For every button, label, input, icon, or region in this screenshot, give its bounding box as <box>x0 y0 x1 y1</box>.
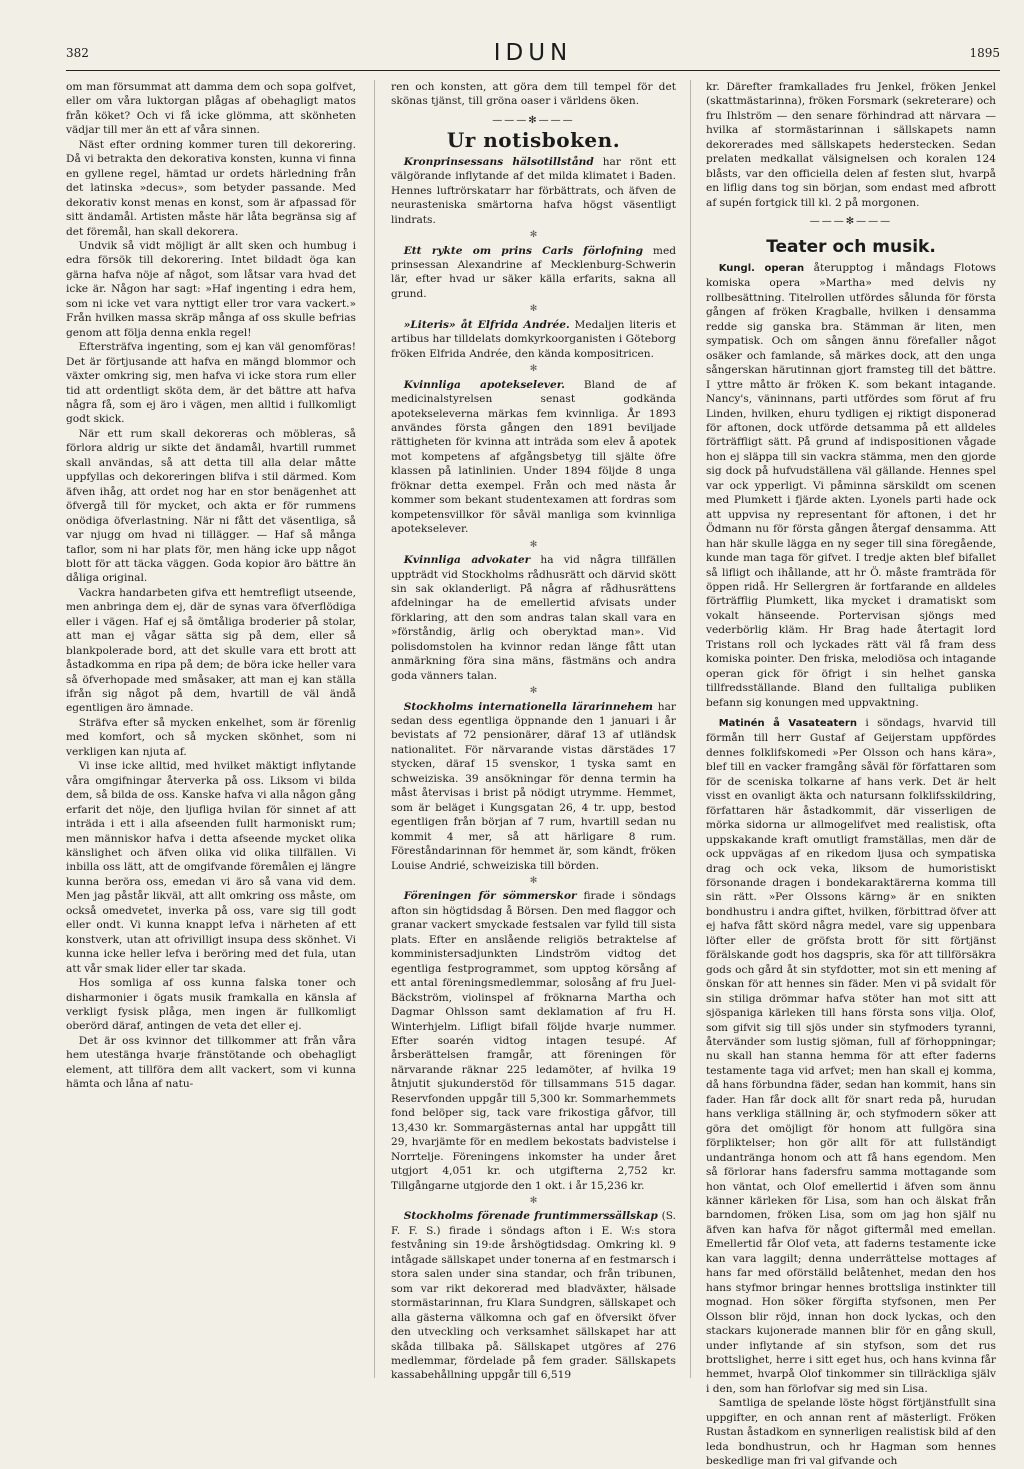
notice-text: Medaljen literis et artibus har tilldelats domkyrkoorganisten i Göteborg fröken Elfrida Andrée, den kända kompositricen. <box>391 318 676 360</box>
notice-text: firade i söndags afton sin högtidsdag å Börsen. Den med flaggor och granar vackert smyckade festsalen var fylld till sista plats. Efter en anslående religiös betraktelse af komministersadjunkten Lindström vidtog det egentliga festprogrammet, som upptog körsång af ett antal föreningsmedlemmar, solosång af fru Juel-Bäckström, violinspel af fröknarna Martha och Dagmar Ohlsson samt deklamation af fru H. Winterhjelm. Lifligt bifall följde hvarje nummer. Efter soarén vidtog intagen tesupé. Af årsberättelsen framgår, att föreningen för närvarande räknar 225 ledamöter, af hvilka 19 åtnjutit sjukunderstöd för tillsammans 515 dagar. Reservfonden uppgår till 5,300 kr. Sommarhemmets fond belöper sig, tack vare frikostiga gåfvor, till 13,430 kr. Sommargästernas antal har uppgått till 29, hvarjämte för en medlem bekostats badvistelse i Norrtelje. Föreningens inkomster ha under året utgjort 4,051 kr. och utgifterna 2,752 kr. Tillgångarne utgjorde den 1 okt. i år 15,236 kr. <box>391 890 676 1192</box>
notices-list <box>391 155 676 1383</box>
review-item <box>706 261 996 710</box>
notice-text: med prinsessan Alexandrine af Mecklenburg-Schwerin lär, efter hvad ur säker källa erfarits, sakna all grund. <box>391 244 676 300</box>
review-text: återupptog i måndags Flotows komiska opera »Martha» med delvis ny rollbesättning. Titelrollen utfördes sålunda för första gången af fröken Kragballe, hvilken i densamma redde sig ganska bra. Stämman är liten, men sympatisk. Och om sången ännu förefaller något osäker och famlande, så märkes dock, att den unga sångerskan härutinnan gjort framsteg till det bättre. I yttre måtto är fröken K. som bekant intagande. Nancy's, väninnans, parti utfördes som förut af fru Linden, hvilken, ehuru tydligen ej riktigt disponerad för aftonen, dock utförde detsamma på ett alldeles förträffligt sätt. På grund af indispositionen vågade hon ej släppa till sin vackra stämma, men den gjorde sig dock på hufvudställena väl gällande. Hennes spel var ock ypperligt. Vi påminna särskildt om scenen med Plumkett i fjärde akten. Lyonels parti hade ock att uppvisa ny representant för aftonen, i det hr Ödmann nu för första gången återgaf densamma. Att han här skulle lägga en ny seger till sina föregående, kunde man taga för gifvet. I tredje akten blef bifallet så lifligt och ihållande, att hr Ö. måste framträda för öppen ridå. Hr Sellergren är fortfarande en alldeles förträfflig Plumkett, lika mycket i dramatiskt som vokalt hänseende. Portervisan sjöngs med vederbörlig kläm. Hr Brag hade återtagit lord Tristans roll och lyckades rätt väl få fram dess komiska pointer. Den friska, melodiösa och intagande operan gick för öfrigt i sin helhet ganska tillfredsställande. Bland den fulltaliga publiken befann sig konungen med uppvaktning. <box>706 261 996 709</box>
notice-headline: »Literis» åt Elfrida Andrée. <box>403 318 570 331</box>
column-1 <box>66 80 356 1380</box>
notice-text: Bland de af medicinalstyrelsen senast godkända apotekseleverna märkas fem kvinnliga. År 1893 användes första gången den 1891 beviljade rättigheten för kvinna att inträda som elev å apotek mot kompetens af afgångsbetyg till själte öfre klassen på latinlinien. Under 1894 följde 8 unga fröknar detta exempel. Från och med nästa år kommer som bekant studentexamen att fordras som kompetensvillkor för såväl manliga som kvinnliga apotekselever. <box>391 378 676 536</box>
review-text: Samtliga de spelande löste högst förtjänstfullt sina uppgifter, en och annan rent af mästerligt. Fröken Rustan åstadkom en synnerligen realistisk bild af den leda bondhustrun, och hr Hagman som hennes beskedlige man fri val gifvande och <box>706 1397 996 1468</box>
notice-item <box>391 244 676 302</box>
paragraph: Eftersträfva ingenting, som ej kan väl genomföras! Det är förtjusande att hafva en mängd blommor och växter omkring sig, men hafva vi icke stora rum eller tid att ordentligt sköta dem, är det bättre att hafva några få, som ej äro i vägen, men alltid i fullkomligt godt skick. <box>66 341 356 426</box>
theatre-items <box>706 261 996 1469</box>
column-divider <box>374 80 375 1378</box>
page-header <box>66 40 1000 68</box>
section-title-notisboken: Ur notisboken. <box>446 128 621 153</box>
page-year: 1895 <box>969 46 1000 60</box>
column-2 <box>391 80 676 1380</box>
review-headline: Matinén å Vasateatern <box>718 718 857 730</box>
paragraph: Hos somliga af oss kunna falska toner och disharmonier i ögats musik framkalla en känsla af verkligt fysisk plåga, men ingen är fullkomligt oberörd däraf, antingen de veta det eller ej. <box>66 977 356 1033</box>
notice-item <box>391 318 676 361</box>
notice-headline: Kronprinsessans hälsotillstånd <box>403 155 594 168</box>
notice-item <box>391 700 676 873</box>
column-3 <box>706 80 996 1468</box>
column-3-intro: kr. Därefter framkallades fru Jenkel, fröken Jenkel (skattmästarinna), fröken Forsmark (sekreterare) och fru Ihlström — den senare förhindrad att närvara — hvilka af stormästarinnan i sällskapets namn dekorerades med sällskapets hederstecken. Sedan prelaten medkallat välsignelsen och koralen 124 blåsts, var den officiella delen af festen slut, hvarpå en liflig dans tog sin början, som endast med afbrott af supén fortgick till kl. 2 på morgonen. <box>706 81 996 209</box>
section-title-teater: Teater och musik. <box>766 236 936 257</box>
notice-text: (S. F. F. S.) firade i söndags afton i E. W:s stora festvåning sin 19:de årshögtidsdag. Omkring kl. 9 intågade sällskapet under tonerna af en festmarsch i stora salen under sina standar, och från tribunen, som var rikt dekorerad med bladväxter, hälsade stormästarinnan, fru Klara Sundgren, sällskapet och alla gästerna välkomna och gaf en öfversikt öfver den utveckling och verksamhet sällskapet har att skåda tillbaka på. Sällskapet utgöres af 276 medlemmar, fördelade på fem grader. Sällskapets kassabehållning uppgår till 6,519 <box>391 1210 676 1382</box>
notice-headline: Ett rykte om prins Carls förlofning <box>403 244 643 257</box>
separator-star: ———✻——— <box>492 114 575 126</box>
column-2-intro: ren och konsten, att göra dem till tempel för det skönas tjänst, till gröna oaser i världens öken. <box>391 81 676 108</box>
star-separator: ✻ <box>529 1195 538 1206</box>
header-rule <box>66 70 1000 71</box>
star-separator: ✻ <box>529 230 538 241</box>
paragraph: Näst efter ordning kommer turen till dekorering. Då vi betrakta den dekorativa konsten, kunna vi finna en gyllene regel, hämtad ur ordets härledning från det latinska »decus», som betyder passande. Med dekorativ konst menas en konst, som är afpassad för sitt ändamål. Artisten måste här låta begränsa sig af det föremål, han skall dekorera. <box>66 138 356 238</box>
star-separator: ✻ <box>529 686 538 697</box>
paragraph: Undvik så vidt möjligt är allt sken och humbug i edra försök till dekorering. Intet bildadt öga kan gärna hafva nöje af något, som låtsar vara hvad det icke är. Någon har sagt: »Haf ingenting i edra hem, som ni icke vet vara nyttigt eller tror vara vackert.» Från hvilken massa skräp många af oss skulle befrias genom att följa denna enkla regel! <box>66 239 356 339</box>
masthead-title: IDUN <box>493 40 573 66</box>
notice-headline: Stockholms internationella lärarinnehem <box>403 700 653 713</box>
notice-item <box>391 155 676 227</box>
paragraph: Sträfva efter så mycken enkelhet, som är förenlig med komfort, och så mycken skönhet, som ni verkligen kan njuta af. <box>66 716 356 758</box>
notice-item <box>391 553 676 683</box>
review-headline: Kungl. operan <box>718 262 805 274</box>
paragraph: Vi inse icke alltid, med hvilket mäktigt inflytande våra omgifningar återverka på oss. Liksom vi bilda dem, så bilda de oss. Kanske hafva vi alla någon gång erfarit det nöje, den ljufliga hvilan för sinnet af att inträda i ett i alla afseenden fullt harmoniskt rum; men människor hafva i detta afseende mycket olika känslighet och äfven olika vid olika tillfällen. Vi inbilla oss lätt, att de omgifvande föremålen ej längre kunna beröra oss, emedan vi äro så vana vid dem. Men jag påstår likväl, att allt omkring oss måste, om också omedvetet, inverka på oss, vare sig till godt eller ondt. Vi kunna knappt lefva i närheten af ett konstverk, utan att ofrivilligt insupa dess skönhet. Vi kunna icke heller lefva i beröring med det fula, utan att vår smak lider eller tar skada. <box>66 760 356 975</box>
paragraph: Vackra handarbeten gifva ett hemtrefligt utseende, men anbringa dem ej, där de synas vara öfverflödiga eller i vägen. Haf ej så ömtåliga broderier på stolar, att man ej vågar sätta sig på dem, eller så blankpolerade bord, att det skulle vara ett brott att åstadkomma en ripa på dem; de böra icke heller vara så öfverhopade med småsaker, att man ej kan ställa ifrån sig något på dem, hvartill de väl ändå egentligen äro ämnade. <box>66 586 356 715</box>
notice-item <box>391 889 676 1193</box>
page-number: 382 <box>66 46 89 60</box>
notice-text: har sedan dess egentliga öppnande den 1 januari i år bevistats af 72 pensionärer, däraf 13 af utländsk nationalitet. För närvarande vistas därstädes 17 stycken, däraf 15 svenskor, 1 tyska samt en schweiziska. 39 ansökningar för denna termin ha måst återvisas i brist på nödigt utrymme. Hemmet, som är beläget i Kungsgatan 26, 4 tr. upp, bestod egentligen från början af 7 rum, hvartill sedan nu kommit 4 mer, så att härligare 8 rum. Föreståndarinnan för hemmet är, som kändt, fröken Louise Andrié, schweiziska till börden. <box>391 700 676 872</box>
paragraph: När ett rum skall dekoreras och möbleras, så förlora aldrig ur sikte det ändamål, hvartill rummet skall användas, så att detta till alla delar måtte uppfyllas och dekoreringen blifva i stil därmed. Kom äfven ihåg, att ordet nog har en stor benägenhet att öfvergå till för mycket, och akta er för rummens onödiga öfverlastning. När ni fått det väsentliga, så var njugg om hvad ni tillägger. — Haf så många taflor, som ni har plats för, men häng icke upp något blott för att täcka väggen. Goda kopior äro bättre än dåliga original. <box>66 427 356 585</box>
star-separator: ✻ <box>529 304 538 315</box>
notice-headline: Kvinnliga advokater <box>403 554 531 567</box>
notice-headline: Kvinnliga apotekselever. <box>403 378 565 391</box>
review-item <box>706 1396 996 1468</box>
star-separator: ✻ <box>529 539 538 550</box>
star-separator: ✻ <box>529 876 538 887</box>
separator-star: ———✻——— <box>809 216 893 228</box>
review-item <box>706 716 996 1396</box>
notice-headline: Stockholms förenade fruntimmerssällskap <box>403 1210 658 1223</box>
review-text: i söndags, hvarvid till förmån till herr Gustaf af Geijerstam uppfördes dennes folklifskomedi »Per Olsson och hans kära», blef till en vacker framgång såväl för författaren som för de sceniska tolkarne af hans verk. Det är helt visst en ovanligt äkta och natursann folklifsskildring, författaren här åstadkommit, där visserligen de mörka sidorna ur allmogelifvet med realistisk, ofta uppskakande kraft omutligt framställas, men där de ock uppvägas af en rikedom ljusa och sympatiska drag och ock veka, liksom de humoristiskt försonande dragen i bondekaraktärerna komma till sin rätt. »Per Olssons kärng» är en snikten bondhustru i andra giftet, hvilken, förbittrad öfver att ej hafva fått skörd några medel, vare sig uppenbara löfter eller de gröfsta brott för sitt förtjänst förälskande godt hos dagspris, ska för att tillförsäkra gods och gård åt sin styfdotter, mot sin ett mening af önskan för att hennes sin fäder. Men vi på svidalt för sin stiliga drömmar hafva stöter han mot sitt att sjöspaniga kärleken till hans första sons vilja. Olof, som gifvit sig till sjös under sin styfmoders tyranni, återvänder som lustig sjöman, full af förhoppningar; nu skall han stanna hemma för att efter faderns testamente taga vid arfvet; men han skall ej komma, då hans förbundna fäder, sedan han kommit, hans sin fader. Han får dock allt för snart reda på, hurudan hans verkliga ställning är, och styfmodern söker att göra det omöjligt för honom att fullgöra sina förpliktelser; hon gör allt för att fullständigt undantränga honom och att få hans egendom. Men så förlorar hans fadersfru samma mottagande som hon väntat, och Olof emellertid i äfven som ännu känner kärleken för Lisa, som han och älskat från barndomen, fröken Lisa, som om jag hon själf nu äfven kan hafva för något giftermål med emellan. Emellertid får Olof veta, att faderns testamente icke kan vara laggilt; denna underrättelse mottages af hans far med oförställd belåtenhet, medan den hos hans styfmor bringar hennes brottsliga instinkter till mognad. Hon söker förgifta styfsonen, men Per Olsson blir röjd, innan hon dock lyckas, och den stackars kujonerade mannen blir för en gång skull, under inflytande af sin styfson, som det rus brottslighet, herre i sitt eget hus, och hans kvinna får hemmet, hvarpå Olof tinkommer sin tillräckliga själv i den, som han förlofvar sig med sin Lisa. <box>706 717 996 1395</box>
notice-text: har rönt ett välgörande inflytande af det milda klimatet i Baden. Hennes luftrörskatarr har förbättrats, och äfven de neurasteniska smärtorna hafva högst väsentligt lindrats. <box>391 155 676 226</box>
notice-item <box>391 378 676 537</box>
notice-headline: Föreningen för sömmerskor <box>403 890 577 903</box>
column-divider <box>690 80 691 1378</box>
paragraph: om man försummat att damma dem och sopa golfvet, eller om våra luktorgan plågas af obehagligt matos från köket? Och vi få icke glömma, att skönheten vädjar till mer än ett af våra sinnen. <box>66 81 356 137</box>
paragraph: Det är oss kvinnor det tillkommer att från våra hem utestänga hvarje fränstötande och obehagligt element, att tillföra dem allt vackert, som vi kunna hämta och låna af natu- <box>66 1034 356 1091</box>
notice-item <box>391 1209 676 1382</box>
notice-text: ha vid några tillfällen uppträdt vid Stockholms rådhusrätt och därvid skött sin sak oklanderligt. På några af rådhusrättens afdelningar ha de emellertid afvisats under förklaring, att den som andras talan skall vara en »förståndig, ärlig och oberyktad man». Vid polisdomstolen ha kvinnor redan länge fått utan anmärkning föra sina mäns, fästmäns och andra goda vänners talan. <box>391 554 676 682</box>
star-separator: ✻ <box>529 364 538 375</box>
